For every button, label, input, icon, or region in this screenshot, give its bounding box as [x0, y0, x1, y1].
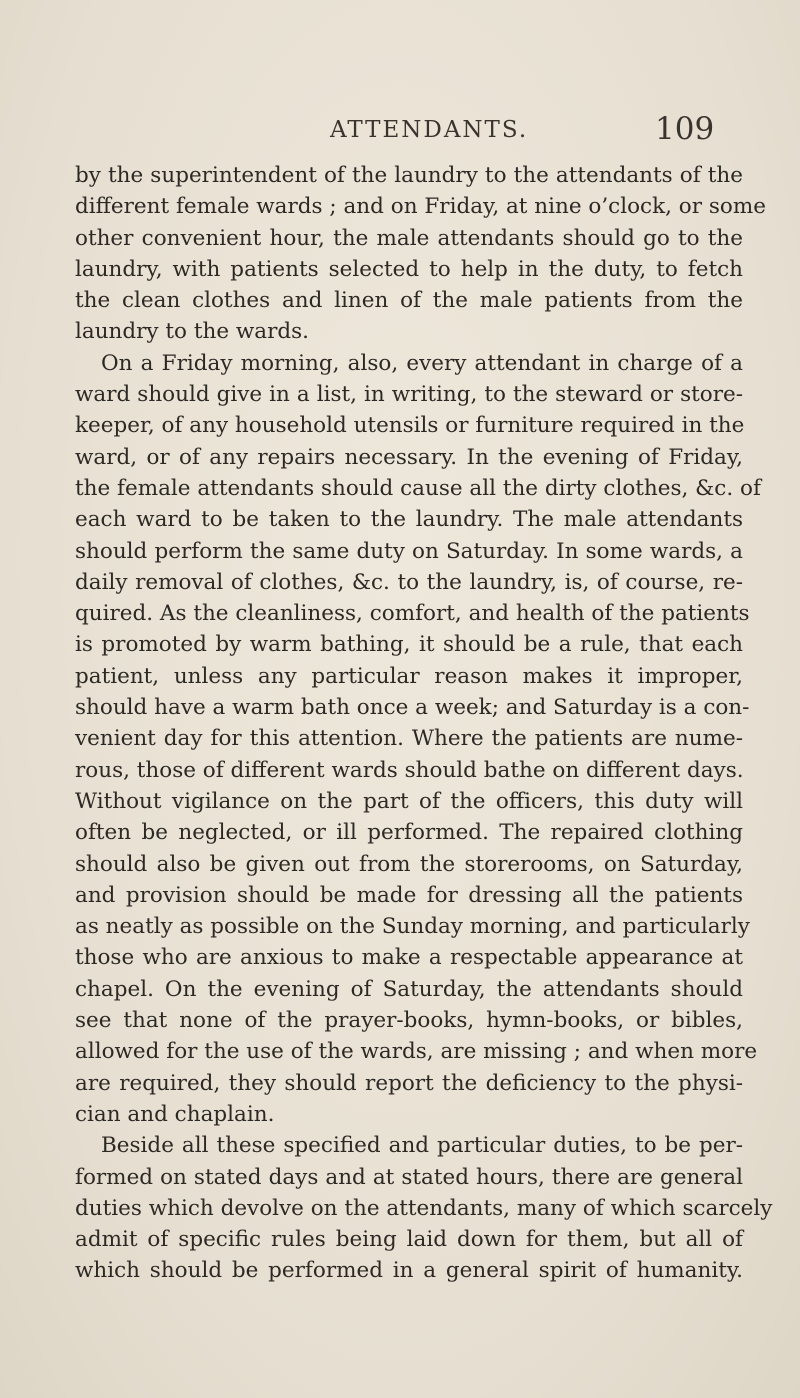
running-head	[0, 111, 800, 157]
text-line: quired. As the cleanliness, comfort, and health of the patients	[75, 601, 750, 627]
paragraph-end-line: cian and chaplain.	[75, 1101, 275, 1127]
text-line: different female wards ; and on Friday, at nine o’clock, or some	[75, 194, 766, 220]
text-line: keeper, of any household utensils or furniture required in the	[75, 413, 745, 439]
text-line: formed on stated days and at stated hours, there are general	[75, 1164, 743, 1190]
text-line: is promoted by warm bathing, it should be a rule, that each	[75, 632, 743, 658]
text-line: the female attendants should cause all the dirty clothes, &c. of	[75, 475, 761, 501]
text-line: ward should give in a list, in writing, to the steward or store-	[75, 382, 743, 408]
paragraph-end-line: laundry to the wards.	[75, 319, 310, 345]
text-line: duties which devolve on the attendants, many of which scarcely	[75, 1195, 773, 1221]
text-line: by the superintendent of the laundry to the attendants of the	[75, 163, 743, 188]
text-line: other convenient hour, the male attendants should go to the	[75, 225, 743, 251]
text-line: allowed for the use of the wards, are missing ; and when more	[75, 1039, 758, 1065]
text-line: often be neglected, or ill performed. The repaired clothing	[75, 820, 743, 846]
text-line: laundry, with patients selected to help in the duty, to fetch	[75, 256, 743, 282]
text-line: as neatly as possible on the Sunday morning, and particularly	[75, 914, 750, 940]
text-line: those who are anxious to make a respectable appearance at	[75, 945, 743, 971]
text-line: and provision should be made for dressing all the patients	[75, 882, 743, 908]
paragraph-start-line: Beside all these specified and particular duties, to be per-	[101, 1133, 743, 1159]
text-line: Without vigilance on the part of the officers, this duty will	[75, 788, 743, 814]
running-head-title: ATTENDANTS.	[330, 117, 529, 143]
text-line: should have a warm bath once a week; and Saturday is a con-	[75, 695, 750, 721]
text-line: see that none of the prayer-books, hymn-books, or bibles,	[75, 1008, 743, 1034]
text-line: should also be given out from the storerooms, on Saturday,	[75, 851, 743, 877]
paragraph-start-line: On a Friday morning, also, every attendant in charge of a	[101, 350, 743, 376]
text-line: which should be performed in a general spirit of humanity.	[75, 1258, 743, 1284]
text-line: the clean clothes and linen of the male patients from the	[75, 288, 743, 314]
text-line: should perform the same duty on Saturday. In some wards, a	[75, 538, 743, 564]
body-text	[75, 160, 773, 1287]
text-line: admit of specific rules being laid down for them, but all of	[75, 1227, 743, 1253]
text-line: patient, unless any particular reason makes it improper,	[75, 663, 743, 689]
text-line: rous, those of different wards should bathe on different days.	[75, 757, 744, 783]
text-line: each ward to be taken to the laundry. The male attendants	[75, 507, 743, 533]
text-line: ward, or of any repairs necessary. In the evening of Friday,	[75, 444, 743, 470]
text-line: are required, they should report the deficiency to the physi-	[75, 1070, 743, 1096]
page-number: 109	[655, 111, 715, 147]
text-line: venient day for this attention. Where the patients are nume-	[75, 726, 743, 752]
text-line: daily removal of clothes, &c. to the laundry, is, of course, re-	[75, 569, 743, 595]
text-line: chapel. On the evening of Saturday, the attendants should	[75, 976, 743, 1002]
